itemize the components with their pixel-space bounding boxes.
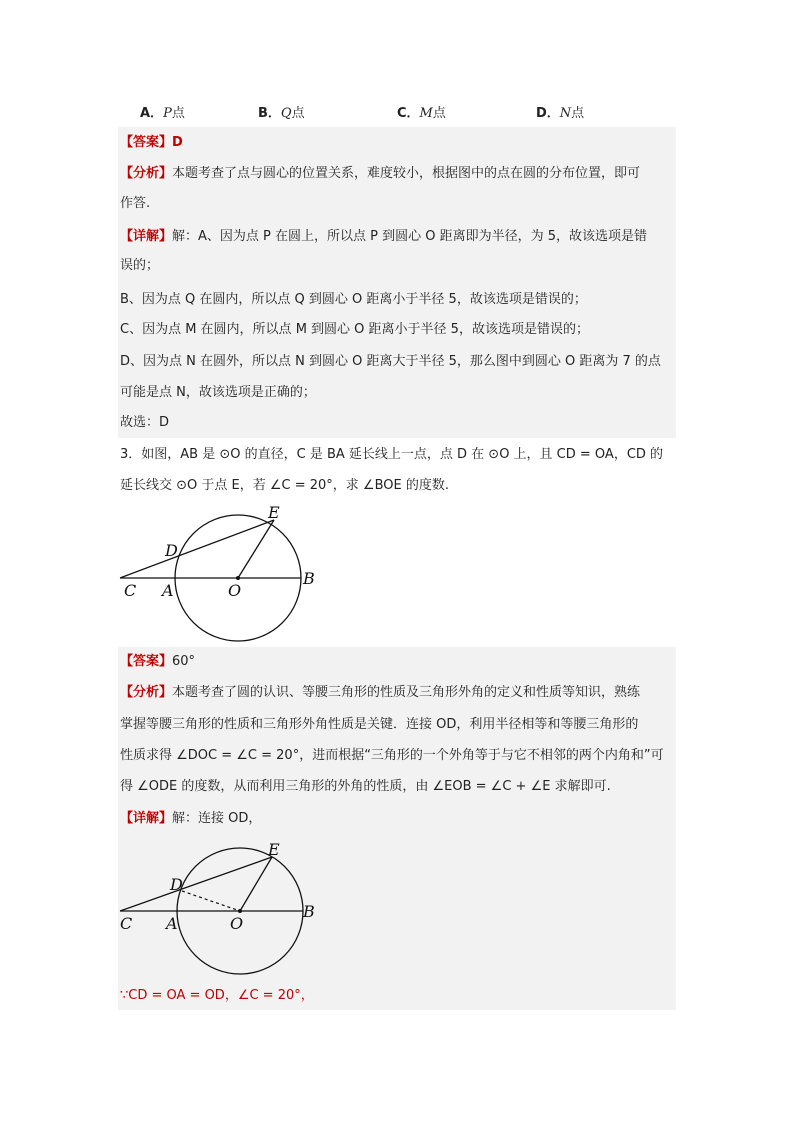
figure-1-line-oe	[238, 520, 274, 578]
figure-1-label-d: D	[165, 541, 178, 560]
option-a: A．P点	[140, 106, 185, 121]
q3-detail-last-line: ∵CD = OA = OD，∠C = 20°，	[120, 988, 314, 1003]
q3-figure-2	[110, 835, 330, 980]
figure-1-line-ce	[120, 520, 274, 578]
q3-analysis-line-3: 性质求得 ∠DOC = ∠C = 20°，进而根据“三角形的一个外角等于与它不相邻的两个内角和”可	[120, 748, 664, 763]
q3-answer: 【答案】60°	[120, 654, 196, 669]
figure-1-label-c: C	[124, 581, 137, 600]
figure-1-label-a: A	[162, 581, 174, 600]
q3-detail-line-1: 【详解】解：连接 OD，	[120, 811, 262, 826]
figure-2-label-o: O	[230, 914, 244, 933]
figure-1-label-o: O	[228, 581, 242, 600]
option-d: D．N点	[536, 106, 585, 121]
q2-answer: 【答案】D	[120, 135, 183, 150]
q2-analysis-line-1: 【分析】本题考查了点与圆心的位置关系，难度较小，根据图中的点在圆的分布位置，即可	[120, 166, 641, 181]
figure-2-label-d: D	[170, 875, 183, 894]
figure-1-label-e: E	[268, 503, 280, 522]
q3-question-line-1: 3．如图，AB 是 ⊙O 的直径，C 是 BA 延长线上一点，点 D 在 ⊙O 上，且 CD = OA，CD 的	[120, 447, 664, 462]
figure-2-label-e: E	[268, 840, 280, 859]
q2-detail-line-4: C、因为点 M 在圆内，所以点 M 到圆心 O 距离小于半径 5，故该选项是错误的；	[120, 322, 589, 337]
q2-detail-line-3: B、因为点 Q 在圆内，所以点 Q 到圆心 O 距离小于半径 5，故该选项是错误的；	[120, 292, 587, 307]
figure-2-center-dot	[238, 909, 242, 913]
figure-2-label-c: C	[120, 914, 133, 933]
q2-detail-line-1: 【详解】解：A、因为点 P 在圆上，所以点 P 到圆心 O 距离即为半径，为 5，故该选项是错	[120, 229, 648, 244]
q3-figure-1	[110, 500, 330, 645]
q3-analysis-line-1: 【分析】本题考查了圆的认识、等腰三角形的性质及三角形外角的定义和性质等知识，熟练	[120, 685, 641, 700]
figure-1-label-b: B	[303, 569, 315, 588]
q3-analysis-line-2: 掌握等腰三角形的性质和三角形外角性质是关键．连接 OD，利用半径相等和等腰三角形的	[120, 717, 639, 732]
q2-detail-line-6: 可能是点 N，故该选项是正确的；	[120, 385, 316, 400]
figure-2-line-od-dashed	[182, 891, 240, 911]
figure-1-center-dot	[236, 576, 240, 580]
q3-analysis-line-4: 得 ∠ODE 的度数，从而利用三角形的外角的性质，由 ∠EOB = ∠C + ∠E 求解即可.	[120, 779, 611, 794]
q2-detail-line-2: 误的；	[120, 258, 160, 273]
q2-analysis-line-2: 作答.	[120, 196, 151, 211]
q2-detail-line-5: D、因为点 N 在圆外，所以点 N 到圆心 O 距离大于半径 5，那么图中到圆心 O 距离为 7 的点	[120, 354, 661, 369]
figure-2-label-b: B	[303, 902, 315, 921]
q3-question-line-2: 延长线交 ⊙O 于点 E，若 ∠C = 20°，求 ∠BOE 的度数.	[120, 478, 449, 493]
q2-detail-line-7: 故选：D	[120, 415, 170, 430]
figure-2-label-a: A	[166, 914, 178, 933]
figure-2-line-oe	[240, 857, 272, 911]
option-c: C．M点	[397, 106, 446, 121]
option-b: B．Q点	[258, 106, 305, 121]
